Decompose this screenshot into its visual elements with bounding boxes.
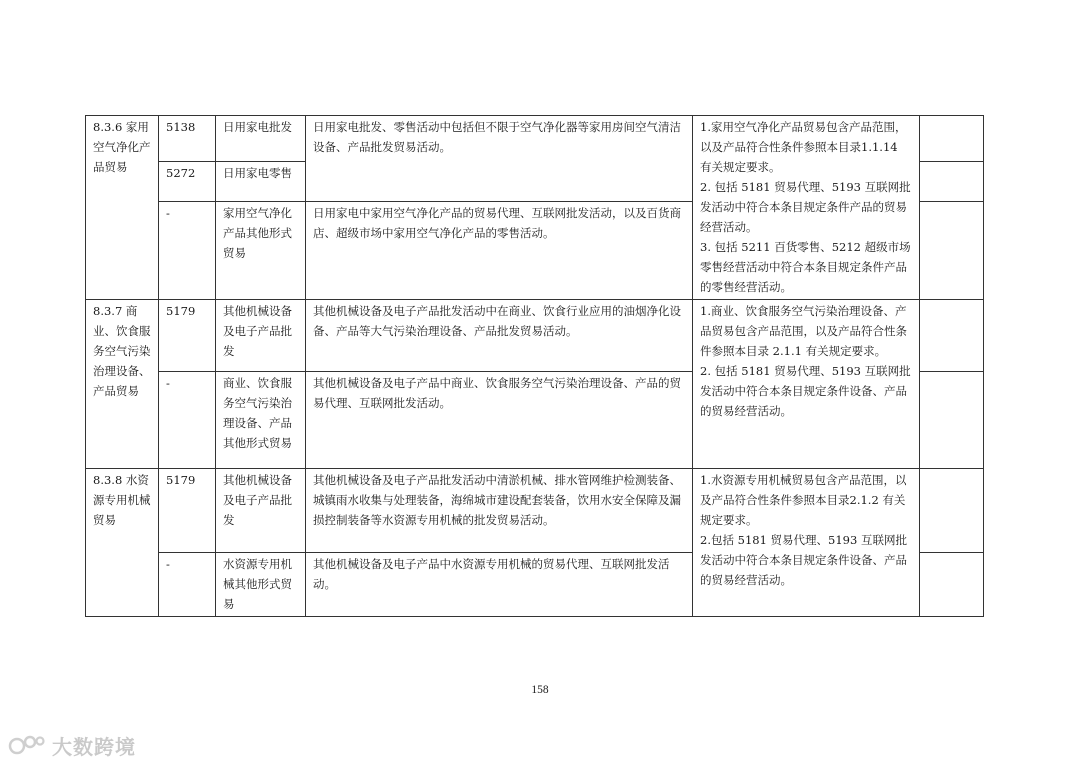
notes-cell [693,469,920,617]
description-cell: 其他机械设备及电子产品批发活动中在商业、饮食行业应用的油烟净化设备、产品等大气污染治理设备、产品批发贸易活动。 [306,300,693,372]
empty-cell [920,469,984,553]
empty-cell [920,300,984,372]
table-row [86,300,984,372]
description-cell: 日用家电中家用空气净化产品的贸易代理、互联网批发活动，以及百货商店、超级市场中家用空气净化产品的零售活动。 [306,201,693,299]
notes-cell [693,116,920,300]
note-text: 2. 包括 5181 贸易代理、5193 互联网批发活动中符合本条目规定条件产品的贸易经营活动。 [700,180,911,234]
note-text: 3. 包括 5211 百货零售、5212 超级市场零售经营活动中符合本条目规定条件产品的零售经营活动。 [700,240,911,294]
category-cell: 8.3.7 商业、饮食服务空气污染治理设备、产品贸易 [86,300,159,469]
empty-cell [920,116,984,162]
watermark-text: 大数跨境 [52,734,136,759]
industry-code: 5272 [159,162,216,202]
industry-code: - [159,201,216,299]
empty-cell [920,162,984,202]
industry-code: - [159,553,216,617]
catalog-table [85,115,984,617]
note-text: 2. 包括 5181 贸易代理、5193 互联网批发活动中符合本条目规定条件设备、产品的贸易经营活动。 [700,364,911,418]
note-text: 2.包括 5181 贸易代理、5193 互联网批发活动中符合本条目规定条件设备、产品的贸易经营活动。 [700,533,907,587]
watermark-logo-icon [8,732,46,758]
page-number: 158 [531,684,549,696]
industry-name: 日用家电批发 [216,116,306,162]
description-cell: 其他机械设备及电子产品中商业、饮食服务空气污染治理设备、产品的贸易代理、互联网批发活动。 [306,372,693,469]
table-row [86,116,984,162]
note-text: 1.家用空气净化产品贸易包含产品范围，以及产品符合性条件参照本目录1.1.14 有关规定要求。 [700,120,907,174]
industry-name: 其他机械设备及电子产品批发 [216,469,306,553]
description-cell: 日用家电批发、零售活动中包括但不限于空气净化器等家用房间空气清洁设备、产品批发贸易活动。 [306,116,693,202]
industry-name: 水资源专用机械其他形式贸易 [216,553,306,617]
industry-code: 5138 [159,116,216,162]
description-cell: 其他机械设备及电子产品批发活动中清淤机械、排水管网维护检测装备、城镇雨水收集与处理装备，海绵城市建设配套装备，饮用水安全保障及漏损控制装备等水资源专用机械的批发贸易活动。 [306,469,693,553]
industry-name: 其他机械设备及电子产品批发 [216,300,306,372]
empty-cell [920,372,984,469]
description-cell: 其他机械设备及电子产品中水资源专用机械的贸易代理、互联网批发活动。 [306,553,693,617]
industry-name: 商业、饮食服务空气污染治理设备、产品其他形式贸易 [216,372,306,469]
industry-name: 家用空气净化产品其他形式贸易 [216,201,306,299]
category-cell: 8.3.8 水资源专用机械贸易 [86,469,159,617]
industry-code: 5179 [159,300,216,372]
industry-code: - [159,372,216,469]
industry-name: 日用家电零售 [216,162,306,202]
note-text: 1.商业、饮食服务空气污染治理设备、产品贸易包含产品范围，以及产品符合性条件参照本目录 2.1.1 有关规定要求。 [700,304,907,358]
watermark [8,730,136,760]
note-text: 1.水资源专用机械贸易包含产品范围，以及产品符合性条件参照本目录2.1.2 有关规定要求。 [700,473,907,527]
empty-cell [920,201,984,299]
notes-cell [693,300,920,469]
table-row [86,469,984,553]
industry-code: 5179 [159,469,216,553]
category-cell: 8.3.6 家用空气净化产品贸易 [86,116,159,300]
empty-cell [920,553,984,617]
